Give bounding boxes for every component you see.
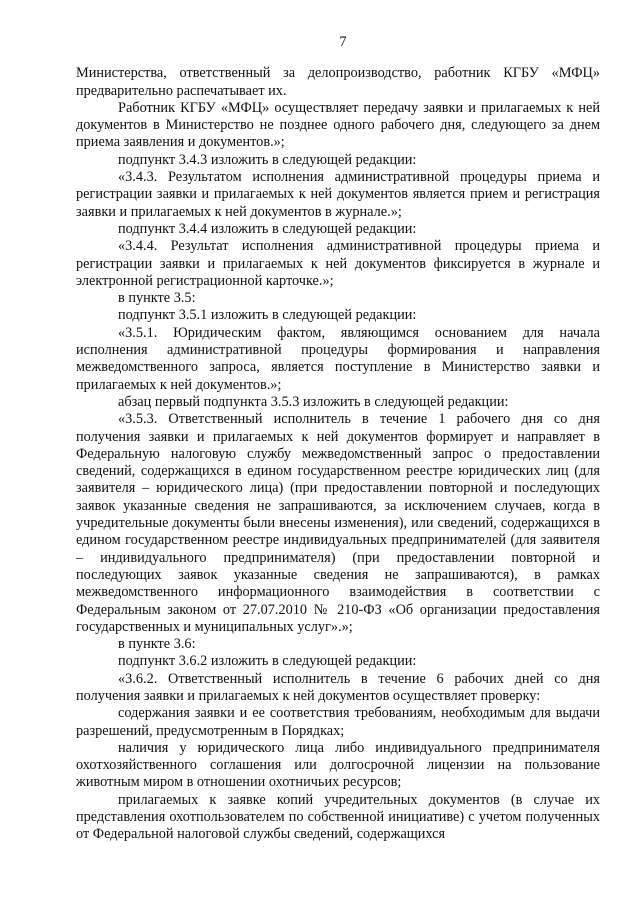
paragraph-mfc-transfer: Работник КГБУ «МФЦ» осуществляет передачу заявки и прилагаемых к ней документов в Министерство не позднее одного рабочего дня, следующего за днем приема заявления и документов.»; — [76, 99, 600, 151]
paragraph-3-4-3: «3.4.3. Результатом исполнения административной процедуры приема и регистрации заявки и прилагаемых к ней документов является прием и регистрация заявки и прилагаемых к ней документов в журнале.»; — [76, 169, 600, 220]
paragraph-3-4-4: «3.4.4. Результат исполнения административной процедуры приема и регистрации заявки и прилагаемых к ней документов фиксируется в журнале и электронной регистрационной карточке.»; — [76, 238, 600, 289]
paragraph-3-5-3: «3.5.3. Ответственный исполнитель в течение 1 рабочего дня со дня получения заявки и прилагаемых к ней документов формирует и направляет в Федеральную налоговую службу межведомственный запрос о предоставлении сведений, содержащихся в едином государственном реестре юридических лиц (для заявителя – юридического лица) (при предоставлении повторной и последующих заявок указанные сведения не запрашиваются, за исключением случаев, когда в учредительные документы были внесены изменения), или сведений, содержащихся в едином государственном реестре индивидуальных предпринимателей (для заявителя – индивидуального предпринимателя) (при предоставлении повторной и последующих заявок указанные сведения не запрашиваются), в рамках межведомственного информационного взаимодействия в соответствии с Федеральным законом от 27.07.2010 № 210-ФЗ «Об организации предоставления государственных и муниципальных услуг».»; — [76, 411, 600, 635]
paragraph-subclause-3-4-3-intro: подпункт 3.4.3 изложить в следующей редакции: — [118, 151, 417, 168]
paragraph-check-agreement: наличия у юридического лица либо индивидуального предпринимателя охотхозяйственного соглашения или долгосрочной лицензии на пользование животным миром в отношении охотничьих ресурсов; — [76, 739, 600, 791]
paragraph-subclause-3-5-1-intro: подпункт 3.5.1 изложить в следующей редакции: — [118, 307, 417, 324]
paragraph-clause-3-6: в пункте 3.6: — [118, 636, 196, 653]
paragraph-3-5-1: «3.5.1. Юридическим фактом, являющимся основанием для начала исполнения административной процедуры формирования и направления межведомственного запроса, является поступление в Министерство заявки и прилагаемых к ней документов.»; — [76, 324, 600, 393]
page-number: 7 — [339, 34, 347, 50]
paragraph-3-6-2: «3.6.2. Ответственный исполнитель в течение 6 рабочих дней со дня получения заявки и прилагаемых к ней документов осуществляет проверку: — [76, 670, 600, 704]
paragraph-continuation: Министерства, ответственный за делопроизводство, работник КГБУ «МФЦ» предварительно распечатывает их. — [76, 65, 600, 99]
paragraph-check-documents: прилагаемых к заявке копий учредительных документов (в случае их представления охотпользователем по собственной инициативе) с учетом полученных от Федеральной налоговой службы сведений, содержащихся — [76, 791, 600, 843]
paragraph-check-content: содержания заявки и ее соответствия требованиям, необходимым для выдачи разрешений, предусмотренным в Порядках; — [76, 705, 600, 739]
paragraph-subclause-3-5-3-intro: абзац первый подпункта 3.5.3 изложить в следующей редакции: — [118, 393, 509, 410]
paragraph-clause-3-5: в пункте 3.5: — [118, 290, 196, 307]
paragraph-subclause-3-6-2-intro: подпункт 3.6.2 изложить в следующей редакции: — [118, 653, 417, 670]
paragraph-subclause-3-4-4-intro: подпункт 3.4.4 изложить в следующей редакции: — [118, 220, 417, 237]
